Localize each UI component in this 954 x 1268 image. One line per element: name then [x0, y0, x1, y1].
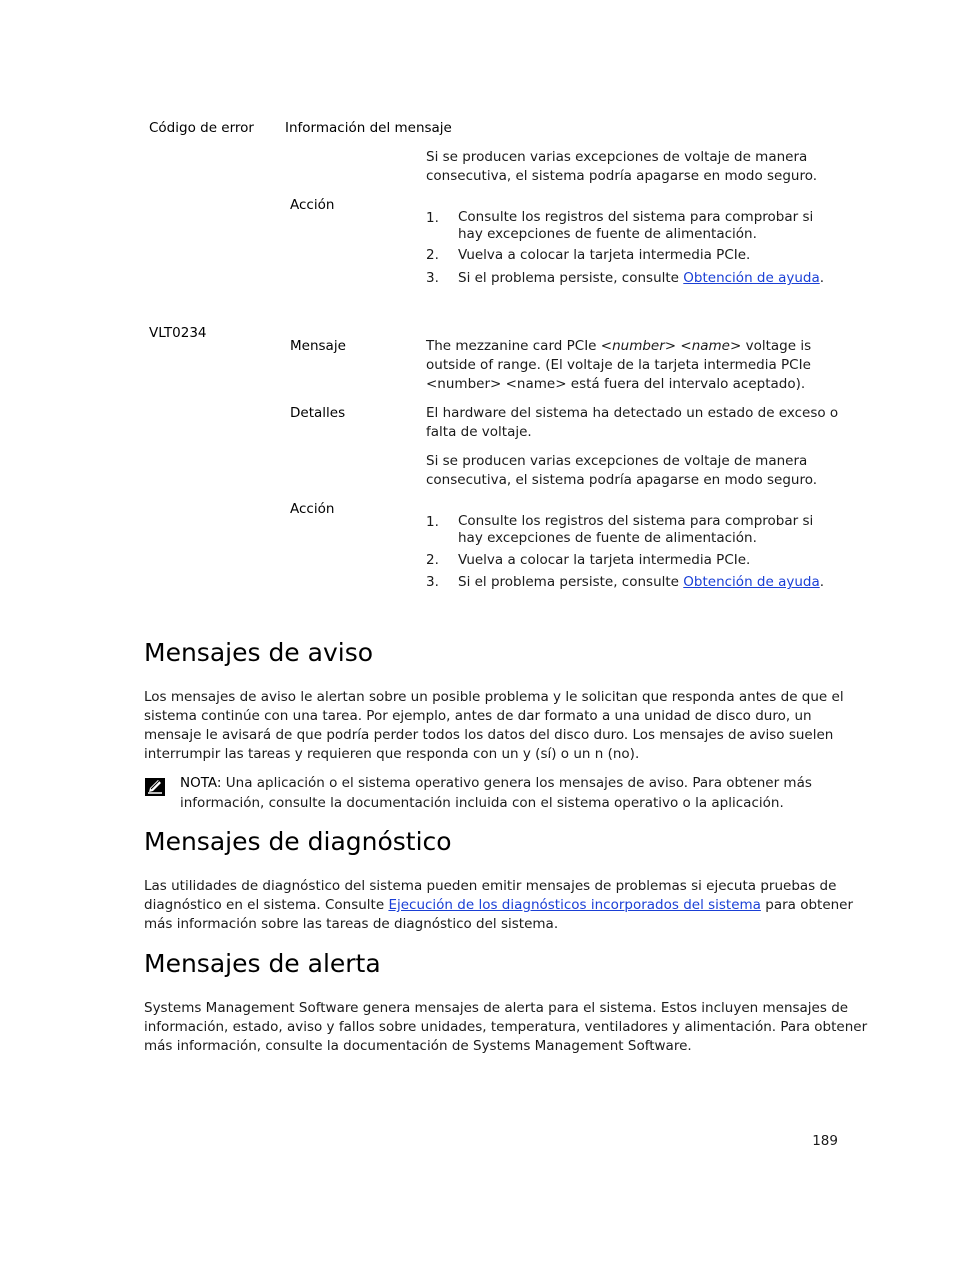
row1-action-number-2: 2. — [426, 247, 439, 263]
section-title-alerta: Mensajes de alerta — [144, 949, 381, 978]
row2-action-item-2: Vuelva a colocar la tarjeta intermedia PCIe. — [458, 552, 751, 568]
diagnostics-link[interactable]: Ejecución de los diagnósticos incorporados del sistema — [388, 897, 761, 913]
row1-action-label: Acción — [290, 197, 335, 213]
alerta-para-line2: información, estado, aviso y fallos sobre unidades, temperatura, ventiladores y alimentación. Para obtener — [144, 1019, 868, 1035]
row2-details-line2: falta de voltaje. — [426, 424, 532, 440]
row1-action-item-1-line2: hay excepciones de fuente de alimentación. — [458, 226, 757, 242]
diagnostico-para-line3: más información sobre las tareas de diagnóstico del sistema. — [144, 916, 559, 932]
row2-message-line1 — [426, 337, 811, 356]
error-code-vlt0234: VLT0234 — [149, 325, 207, 341]
alerta-para-line3: más información, consulte la documentación de Systems Management Software. — [144, 1038, 692, 1054]
row2-message-label: Mensaje — [290, 338, 346, 354]
row2-action-item-3-suffix: . — [819, 574, 825, 590]
row2-action-item-3 — [458, 573, 824, 592]
row1-action-item-3 — [458, 269, 824, 288]
page-number: 189 — [812, 1133, 838, 1149]
alerta-para-line1: Systems Management Software genera mensajes de alerta para el sistema. Estos incluyen mensajes de — [144, 1000, 849, 1016]
note-pencil-icon — [145, 778, 165, 796]
row2-action-item-3-prefix: Si el problema persiste, consulte — [458, 574, 684, 590]
row1-action-number-1: 1. — [426, 210, 439, 226]
row2-message-line2: outside of range. (El voltaje de la tarjeta intermedia PCIe — [426, 357, 811, 373]
row2-message-line1-e: voltage is — [741, 338, 812, 354]
column-header-error-code: Código de error — [149, 120, 254, 136]
help-link[interactable]: Obtención de ayuda — [683, 574, 820, 590]
row1-action-item-1 — [458, 209, 813, 243]
section-title-diagnostico: Mensajes de diagnóstico — [144, 827, 452, 856]
row1-details-continued-line2: consecutiva, el sistema podría apagarse en modo seguro. — [426, 168, 818, 184]
row2-action-label: Acción — [290, 501, 335, 517]
aviso-para-line2: sistema continúe con una tarea. Por ejemplo, antes de dar formato a una unidad de disco duro, un — [144, 708, 812, 724]
row1-action-number-3: 3. — [426, 270, 439, 286]
column-header-message-info: Información del mensaje — [285, 120, 452, 136]
diagnostico-para-line1: Las utilidades de diagnóstico del sistema pueden emitir mensajes de problemas si ejecuta pruebas de — [144, 878, 837, 894]
section-title-aviso: Mensajes de aviso — [144, 638, 374, 667]
note-line1-text: Una aplicación o el sistema operativo genera los mensajes de aviso. Para obtener más — [221, 775, 812, 791]
help-link[interactable]: Obtención de ayuda — [683, 270, 820, 286]
row1-action-item-3-prefix: Si el problema persiste, consulte — [458, 270, 684, 286]
aviso-para-line3: mensaje le avisará de que podría perder todos los datos del disco duro. Los mensajes de aviso suelen — [144, 727, 834, 743]
note-line2: información, consulte la documentación incluida con el sistema operativo o la aplicación. — [180, 795, 784, 811]
row2-message-name-placeholder: <name> — [680, 338, 742, 354]
row1-action-item-3-suffix: . — [819, 270, 825, 286]
row2-action-number-3: 3. — [426, 574, 439, 590]
note-line1 — [180, 774, 812, 793]
row2-action-item-1 — [458, 513, 813, 547]
row2-message-line3: <number> <name> está fuera del intervalo aceptado). — [426, 376, 806, 392]
aviso-para-line1: Los mensajes de aviso le alertan sobre un posible problema y le solicitan que responda antes de que el — [144, 689, 844, 705]
diagnostico-para-line2 — [144, 896, 853, 915]
row2-details-continued-line2: consecutiva, el sistema podría apagarse en modo seguro. — [426, 472, 818, 488]
note-label: NOTA: — [180, 775, 222, 791]
row2-action-number-1: 1. — [426, 514, 439, 530]
diagnostico-line2-suffix: para obtener — [760, 897, 854, 913]
row1-details-continued-line1: Si se producen varias excepciones de voltaje de manera — [426, 149, 808, 165]
row2-message-line1-a: The mezzanine card PCIe — [426, 338, 601, 354]
row2-action-item-1-line1: Consulte los registros del sistema para comprobar si — [458, 513, 814, 529]
row2-message-number-placeholder: <number> — [600, 338, 677, 354]
row1-action-item-1-line1: Consulte los registros del sistema para comprobar si — [458, 209, 814, 225]
row2-details-line1: El hardware del sistema ha detectado un estado de exceso o — [426, 405, 839, 421]
row2-action-item-1-line2: hay excepciones de fuente de alimentación. — [458, 530, 757, 546]
row2-details-label: Detalles — [290, 405, 346, 421]
row2-action-number-2: 2. — [426, 552, 439, 568]
diagnostico-line2-prefix: diagnóstico en el sistema. Consulte — [144, 897, 389, 913]
aviso-para-line4: interrumpir las tareas y requieren que responda con un y (sí) o un n (no). — [144, 746, 640, 762]
row2-details-continued-line1: Si se producen varias excepciones de voltaje de manera — [426, 453, 808, 469]
row1-action-item-2: Vuelva a colocar la tarjeta intermedia PCIe. — [458, 247, 751, 263]
